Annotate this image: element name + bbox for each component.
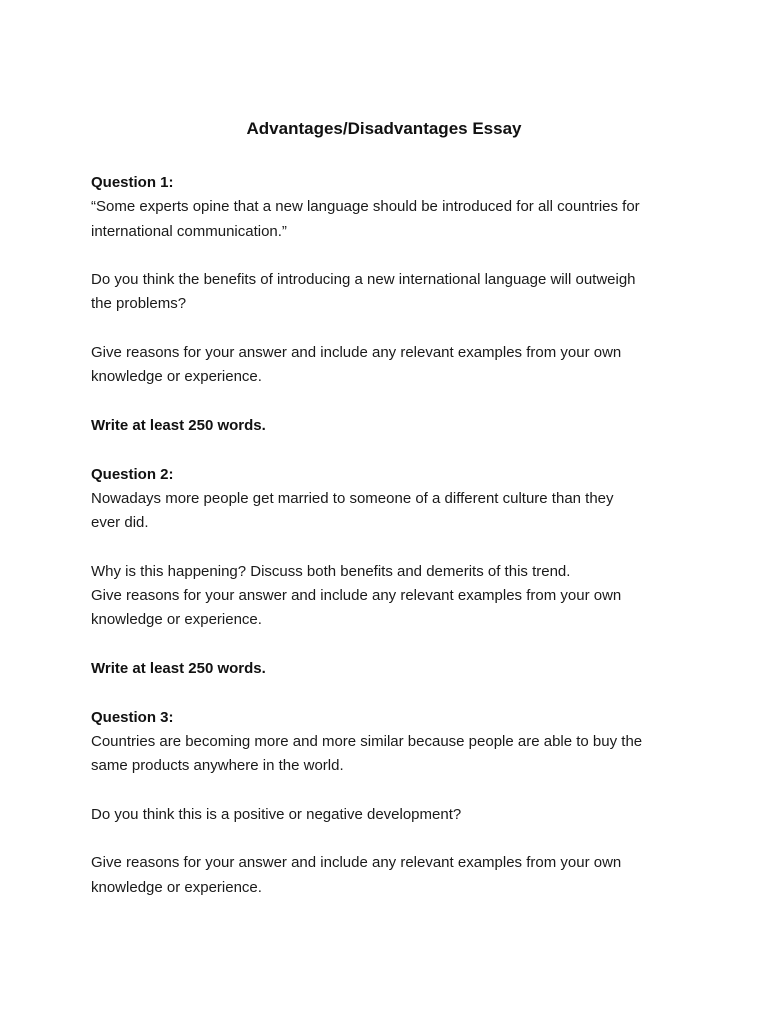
question-1-line: the problems? [91, 295, 187, 313]
question-3-line: Countries are becoming more and more similar because people are able to buy the [91, 732, 643, 750]
question-1-line: Give reasons for your answer and include any relevant examples from your own [91, 344, 622, 362]
question-2-line: Nowadays more people get married to someone of a different culture than they [91, 489, 614, 507]
document-title: Advantages/Disadvantages Essay [246, 119, 522, 138]
question-1-line: knowledge or experience. [91, 368, 262, 386]
question-2-line: Give reasons for your answer and include any relevant examples from your own [91, 587, 622, 605]
question-2-word-count: Write at least 250 words. [91, 659, 266, 677]
question-3-line: Give reasons for your answer and include any relevant examples from your own [91, 854, 622, 872]
question-1-word-count: Write at least 250 words. [91, 416, 266, 434]
question-3-line: knowledge or experience. [91, 878, 262, 896]
question-1-line: Do you think the benefits of introducing a new international language will outweigh [91, 271, 636, 289]
question-1-line: “Some experts opine that a new language should be introduced for all countries for [91, 198, 640, 216]
document-body [91, 171, 691, 900]
question-2-line: Why is this happening? Discuss both benefits and demerits of this trend. [91, 562, 571, 580]
question-1-heading: Question 1: [91, 174, 174, 191]
question-1-line: international communication.” [91, 222, 287, 240]
question-3-line: Do you think this is a positive or negative development? [91, 805, 462, 823]
question-2-line: knowledge or experience. [91, 611, 262, 629]
question-2-heading: Question 2: [91, 465, 174, 483]
question-2-line: ever did. [91, 514, 149, 532]
question-3-heading: Question 3: [91, 708, 174, 726]
question-3-line: same products anywhere in the world. [91, 757, 344, 775]
